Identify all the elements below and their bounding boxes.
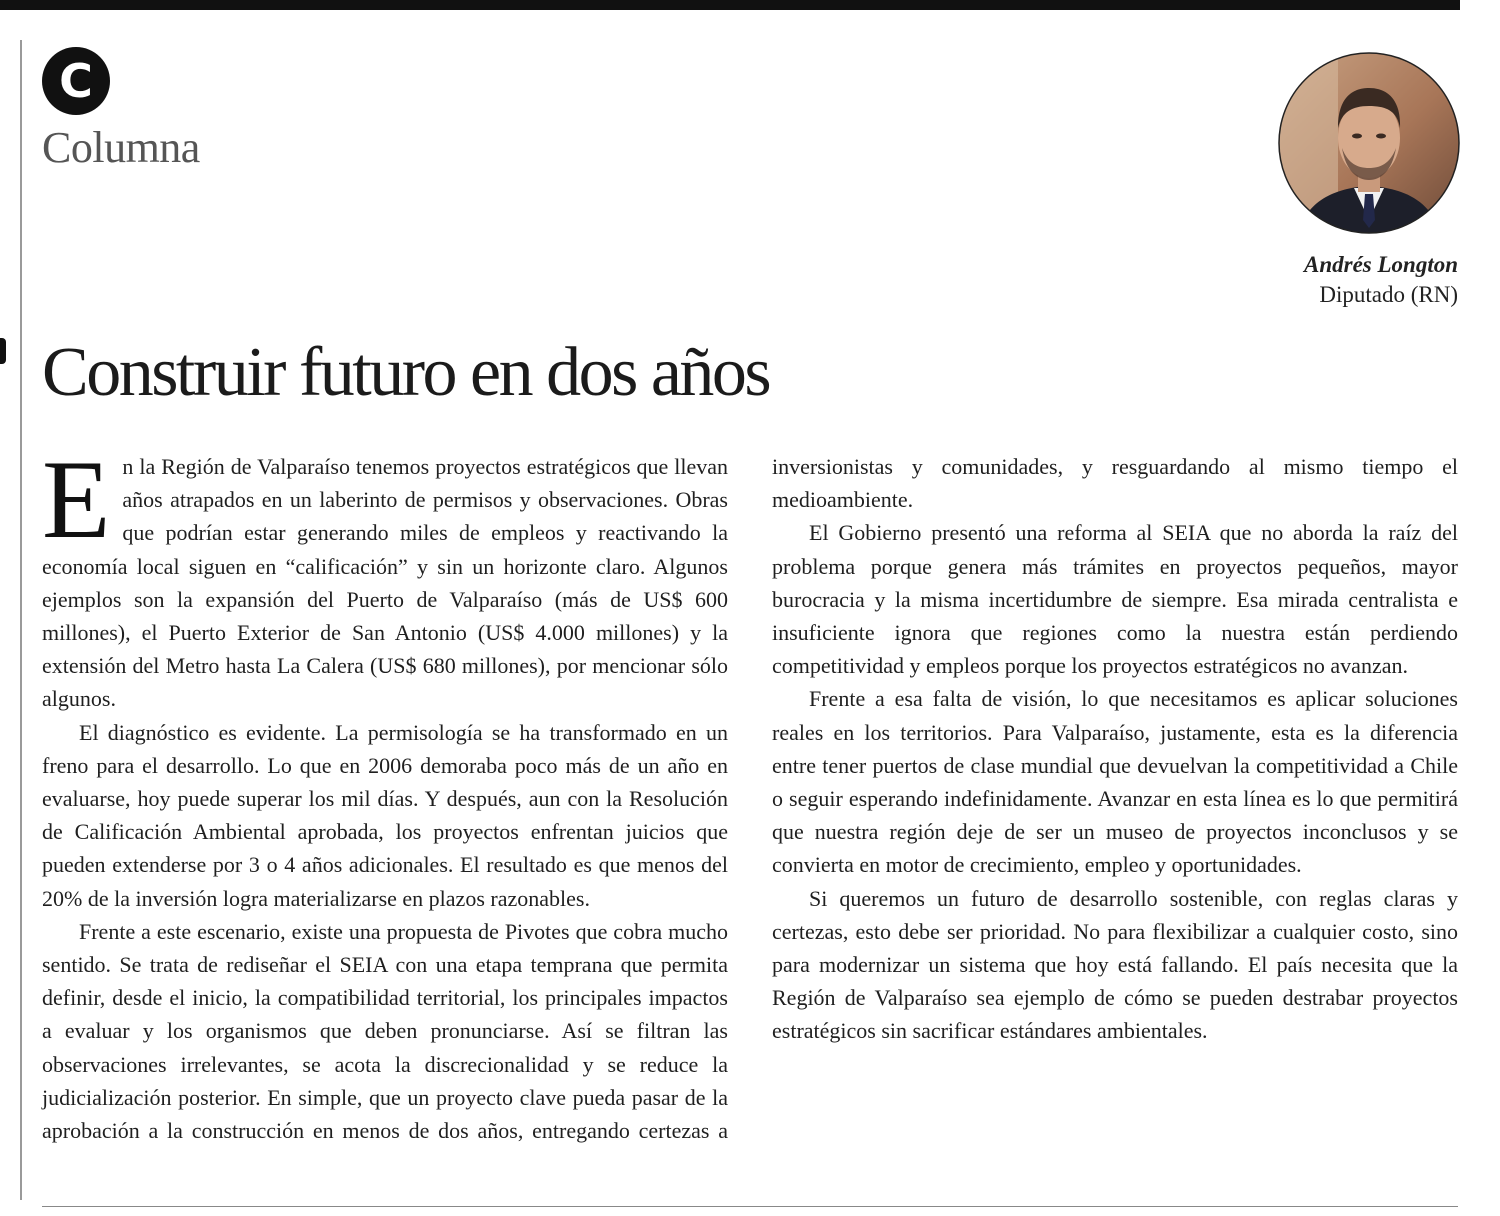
page-edge-line bbox=[20, 40, 22, 1200]
section-badge-icon bbox=[42, 47, 110, 115]
top-rule bbox=[0, 0, 1460, 10]
paragraph-1 bbox=[42, 438, 728, 716]
page-edge-mark bbox=[0, 338, 6, 364]
section-label: Columna bbox=[42, 123, 200, 172]
article-body bbox=[42, 438, 1458, 1185]
author-portrait bbox=[1278, 52, 1460, 234]
author-name: Andrés Longton bbox=[1303, 252, 1458, 277]
paragraph-5: Frente a esa falta de visión, lo que necesitamos es aplicar soluciones reales en los territorios. Para Valparaíso, justamente, esta es la diferencia entre tener puertos de clase mundial que devuelvan la competitividad a Chile o seguir esperando indefinidamente. Avanzar en esta línea es lo que permitirá que nuestra región deje de ser un museo de proyectos inconclusos y se convierta en motor de crecimiento, empleo y oportunidades. bbox=[772, 686, 1458, 878]
drop-cap: E bbox=[42, 438, 111, 562]
bottom-rule bbox=[42, 1206, 1458, 1207]
author-block bbox=[1304, 252, 1458, 308]
paragraph-4: El Gobierno presentó una reforma al SEIA que no aborda la raíz del problema porque genera más trámites en proyectos pequeños, mayor burocracia y la misma incertidumbre de siempre. Esa mirada centralista e insuficiente ignora que regiones como la nuestra están perdiendo competitividad y empleos porque los proyectos estratégicos no avanzan. bbox=[772, 520, 1458, 679]
paragraph-2: El diagnóstico es evidente. La permisología se ha transformado en un freno para el desarrollo. Lo que en 2006 demoraba poco más de un año en evaluarse, hoy puede superar los mil días. Y después, aun con la Resolución de Calificación Ambiental aprobada, los proyectos enfrentan juicios que pueden extenderse por 3 o 4 años adicionales. El resultado es que menos del 20% de la inversión logra materializarse en plazos razonables. bbox=[42, 719, 728, 911]
section-badge-letter: C bbox=[59, 54, 93, 108]
paragraph-3: Frente a este escenario, existe una propuesta de Pivotes que cobra mucho sentido. Se trata de rediseñar el SEIA con una etapa temprana que permita definir, desde el inicio, la compatibilidad territorial, los principales impactos a evaluar y los organismos que deben pronunciarse. Así se filtran las observaciones irrelevantes, se acota la discrecionalidad y se reduce la judicialización posterior. En simple, que un proyecto clave pueda pasar de la aprobación a la construcción en menos de dos años, entregando certezas a inversionistas y comunidades, y resguardando al mismo tiempo el medioambiente. bbox=[42, 454, 1458, 1144]
paragraph-1-text: n la Región de Valparaíso tenemos proyectos estratégicos que llevan años atrapados en un laberinto de permisos y observaciones. Obras que podrían estar generando miles de empleos y reactivando la economía local siguen en “calificación” y sin un horizonte claro. Algunos ejemplos son la expansión del Puerto de Valparaíso (más de US$ 600 millones), el Puerto Exterior de San Antonio (US$ 4.000 millones) y la extensión del Metro hasta La Calera (US$ 680 millones), por mencionar sólo algunos. bbox=[42, 454, 728, 712]
headline: Construir futuro en dos años bbox=[42, 334, 770, 411]
author-role: Diputado (RN) bbox=[1319, 282, 1458, 307]
paragraph-6: Si queremos un futuro de desarrollo sostenible, con reglas claras y certezas, esto debe ser prioridad. No para flexibilizar a cualquier costo, sino para modernizar un sistema que hoy está fallando. El país necesita que la Región de Valparaíso sea ejemplo de cómo se pueden destrabar proyectos estratégicos sin sacrificar estándares ambientales. bbox=[772, 885, 1458, 1044]
